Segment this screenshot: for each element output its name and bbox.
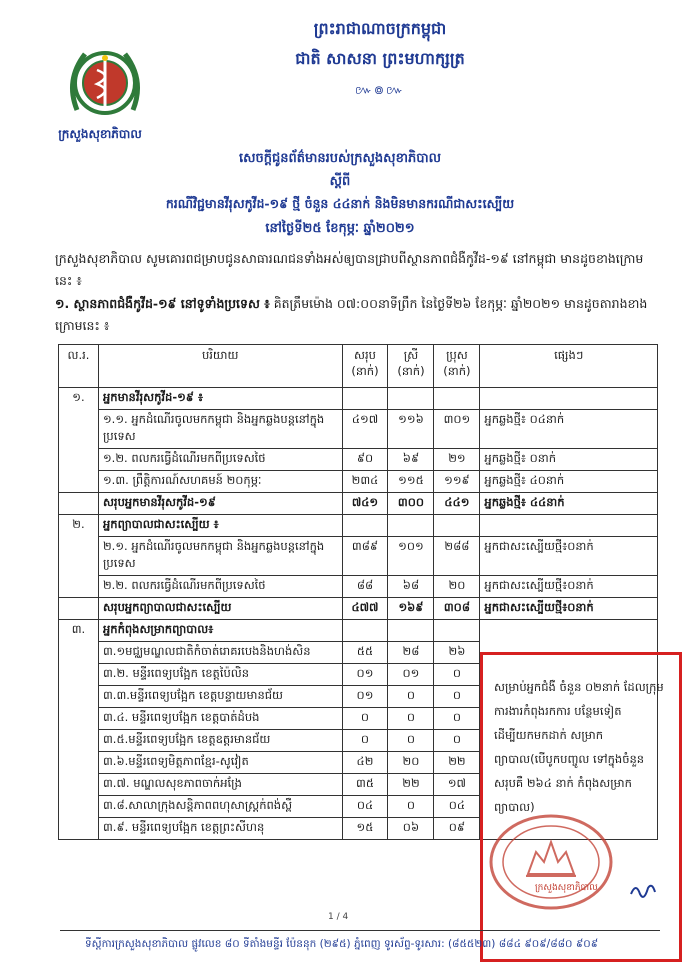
row-note: អ្នកឆ្លងថ្មី៖ ៤០នាក់ (480, 471, 658, 493)
row-total: ០ (342, 708, 388, 730)
row-description: ៣.៧. មណ្ឌលសុខភាពចាក់អង្រែ (98, 774, 342, 796)
table-header-row (59, 345, 658, 388)
doc-title-line1: សេចក្ដីជូនព័ត៌មានរបស់ក្រសួងសុខាភិបាល (239, 151, 441, 166)
ministry-label: ក្រសួងសុខាភិបាល (58, 127, 142, 141)
row-female: ០ (388, 730, 434, 752)
row-female: ២២ (388, 774, 434, 796)
row-description: ២.១. អ្នកដំណើរចូលមកកម្ពុជា និងអ្នកឆ្លងបន្តនៅក្នុងប្រទេស (98, 537, 342, 576)
row-male: ៣០១ (434, 410, 480, 449)
row-male: ២៦ (434, 642, 480, 664)
row-male: ០៩ (434, 818, 480, 840)
group-number: ១. (59, 388, 99, 493)
group-row (59, 515, 658, 537)
table-row (59, 449, 658, 471)
col-header-female: ស្រី (នាក់) (388, 345, 434, 388)
row-description: ១.២. ពលករធ្វើដំណើរមកពីប្រទេសថៃ (98, 449, 342, 471)
row-total: ២៣៤ (342, 471, 388, 493)
section1-heading: ១. ស្ថានភាពជំងឺកូវីដ-១៩ នៅទូទាំងប្រទេស ៖ (55, 296, 270, 311)
col-header-other: ផ្សេងៗ (480, 345, 658, 388)
page-number: 1 / 4 (328, 912, 349, 922)
total-male: ៤៤១ (434, 493, 480, 515)
total-value: ៧៤១ (342, 493, 388, 515)
footer-address: ទីស្ដីការក្រសួងសុខាភិបាល ផ្លូវលេខ ៨០ ទីតាំងមន្ទីរ ប៉ែននុក (២៩៥) ភ្នំពេញ ទូរស័ព្ទ-ទូរសារ: (៨៥៥២៣) ៨៨៤ ៩០៩/៨៨០ ៩០៩ (85, 938, 599, 950)
group-row (59, 620, 658, 642)
row-description: ៣.៨.សាលាក្រុងសន្តិភាពពហុសាស្ត្រក់ពង់ស្ពឺ (98, 796, 342, 818)
total-male: ៣០៨ (434, 598, 480, 620)
ministry-logo (55, 40, 155, 126)
header-ornament: ៚៙៚ (355, 83, 405, 97)
group-number: ២. (59, 515, 99, 598)
group-row (59, 388, 658, 410)
group-title: អ្នកមានវីរុសកូវីដ-១៩ ៖ (98, 388, 342, 410)
official-stamp (486, 812, 616, 912)
row-female: ២៨ (388, 642, 434, 664)
row-description: ២.២. ពលករធ្វើដំណើរមកពីប្រទេសថៃ (98, 576, 342, 598)
row-total: ៨៨ (342, 576, 388, 598)
total-value: ៤៧៧ (342, 598, 388, 620)
row-description: ៣.១មជ្ឈមណ្ឌលជាតិកំចាត់រោគរបេងនិងហង់សិន (98, 642, 342, 664)
total-row (59, 493, 658, 515)
doc-title-line4: នៅថ្ងៃទី២៥ ខែកុម្ភៈ ឆ្នាំ២០២១ (265, 221, 415, 236)
row-description: ៣.៥.មន្ទីរពេទ្យបង្អែក ខេត្តឧត្តរមានជ័យ (98, 730, 342, 752)
row-total: ០១ (342, 686, 388, 708)
total-female: ១៦៩ (388, 598, 434, 620)
footer-divider (60, 930, 660, 931)
table-row (59, 537, 658, 576)
row-female: ៦៨ (388, 576, 434, 598)
row-description: ១.៣. ព្រឹត្តិការណ៍សហគមន៍ ២០កុម្ភៈ (98, 471, 342, 493)
row-description: ១.១. អ្នកដំណើរចូលមកកម្ពុជា និងអ្នកឆ្លងបន្តនៅក្នុងប្រទេស (98, 410, 342, 449)
group-number: ៣. (59, 620, 99, 840)
intro-paragraph: ក្រសួងសុខាភិបាល សូមគោរពជម្រាបជូនសាធារណជនទាំងអស់ឲ្យបានជ្រាបពីស្ថានភាពជំងឺកូវីដ-១៩ នៅកម្ពុជា មានដូចខាងក្រោមនេះ ៖ (55, 251, 644, 288)
doc-title-line2: ស្តីពី (329, 174, 351, 189)
row-total: ០៤ (342, 796, 388, 818)
total-note: អ្នកឆ្លងថ្មី៖ ៤៤នាក់ (480, 493, 658, 515)
row-total: ៩០ (342, 449, 388, 471)
table-row (59, 410, 658, 449)
row-note: អ្នកឆ្លងថ្មី៖ ០នាក់ (480, 449, 658, 471)
row-female: ០ (388, 796, 434, 818)
row-female: ៦៩ (388, 449, 434, 471)
row-female: ១០១ (388, 537, 434, 576)
row-note: អ្នកឆ្លងថ្មី៖ ០៤នាក់ (480, 410, 658, 449)
col-header-male: ប្រុស (នាក់) (434, 345, 480, 388)
row-female: ០ (388, 686, 434, 708)
signature (628, 880, 658, 906)
row-description: ៣.៣.មន្ទីរពេទ្យបង្អែក ខេត្តបន្ទាយមានជ័យ (98, 686, 342, 708)
row-female: ០ (388, 708, 434, 730)
row-total: ០១ (342, 664, 388, 686)
col-header-total: សរុប (នាក់) (342, 345, 388, 388)
row-total: ៤១៧ (342, 410, 388, 449)
row-total: ០ (342, 730, 388, 752)
row-male: ១៧ (434, 774, 480, 796)
total-female: ៣០០ (388, 493, 434, 515)
patients-note: សម្រាប់អ្នកជំងឺ ចំនួន ០២នាក់ ដែលក្រុមការងារកំពុងរកការ បន្ថែមទៀត ដើម្បីយកមកដាក់ សម្រាកព្យាបាល(បើបូកបញ្ចូល ទៅក្នុងចំនួនសរុបគឺ ២៦៤ នាក់ កំពុងសម្រាកព្យាបាល) (494, 680, 664, 814)
row-note: អ្នកជាសះស្បើយថ្មី៖០នាក់ (480, 537, 658, 576)
row-total: ៣៥ (342, 774, 388, 796)
row-male: ០៤ (434, 796, 480, 818)
stamp-label: ក្រសួងសុខាភិបាល (535, 883, 598, 893)
total-row (59, 598, 658, 620)
section1-text: គិតត្រឹមម៉ោង ០៧:០០នាទីព្រឹក នៃថ្ងៃទី២៦ ខែកុម្ភៈ ឆ្នាំ២០២១ មានដូចតារាងខាងក្រោមនេះ ៖ (55, 296, 648, 333)
total-label: សរុបអ្នកព្យាបាលជាសះស្បើយ (98, 598, 342, 620)
table-row (59, 576, 658, 598)
row-male: ២២ (434, 752, 480, 774)
row-male: ០ (434, 664, 480, 686)
row-description: ៣.២. មន្ទីរពេទ្យបង្អែក ខេត្តប៉ៃលិន (98, 664, 342, 686)
row-description: ៣.៤. មន្ទីរពេទ្យបង្អែក ខេត្តបាត់ដំបង (98, 708, 342, 730)
group-title: អ្នកព្យាបាលជាសះស្បើយ ៖ (98, 515, 342, 537)
national-motto: ជាតិ សាសនា ព្រះមហាក្សត្រ (295, 49, 465, 68)
row-female: ២០ (388, 752, 434, 774)
row-male: ១១៩ (434, 471, 480, 493)
row-description: ៣.៩. មន្ទីរពេទ្យបង្អែក ខេត្តព្រះសីហនុ (98, 818, 342, 840)
row-female: ០១ (388, 664, 434, 686)
row-male: ០ (434, 686, 480, 708)
row-female: ១១៦ (388, 410, 434, 449)
total-label: សរុបអ្នកមានវីរុសកូវីដ-១៩ (98, 493, 342, 515)
table-row (59, 471, 658, 493)
row-total: ៤២ (342, 752, 388, 774)
row-male: ២៨៨ (434, 537, 480, 576)
row-female: ០៦ (388, 818, 434, 840)
col-header-description: បរិយាយ (98, 345, 342, 388)
col-header-no: ល.រ. (59, 345, 99, 388)
row-male: ២១ (434, 449, 480, 471)
row-total: ៥៥ (342, 642, 388, 664)
row-female: ១១៥ (388, 471, 434, 493)
section1-paragraph (55, 293, 655, 337)
row-male: ២០ (434, 576, 480, 598)
doc-title-line3: ករណីវិជ្ជមានវីរុសកូវីដ-១៩ ថ្មី ចំនួន ៤៤នាក់ និងមិនមានករណីជាសះស្បើយ (165, 196, 515, 211)
row-total: ១៥ (342, 818, 388, 840)
group-title: អ្នកកំពុងសម្រាកព្យាបាល៖ (98, 620, 342, 642)
row-note: អ្នកជាសះស្បើយថ្មី៖០នាក់ (480, 576, 658, 598)
row-description: ៣.៦.មន្ទីរពេទ្យមិត្តភាពខ្មែរ-សូវៀត (98, 752, 342, 774)
row-male: ០ (434, 730, 480, 752)
row-total: ៣៨៩ (342, 537, 388, 576)
kingdom-title: ព្រះរាជាណាចក្រកម្ពុជា (313, 19, 447, 38)
total-note: អ្នកជាសះស្បើយថ្មី៖០នាក់ (480, 598, 658, 620)
row-male: ០ (434, 708, 480, 730)
